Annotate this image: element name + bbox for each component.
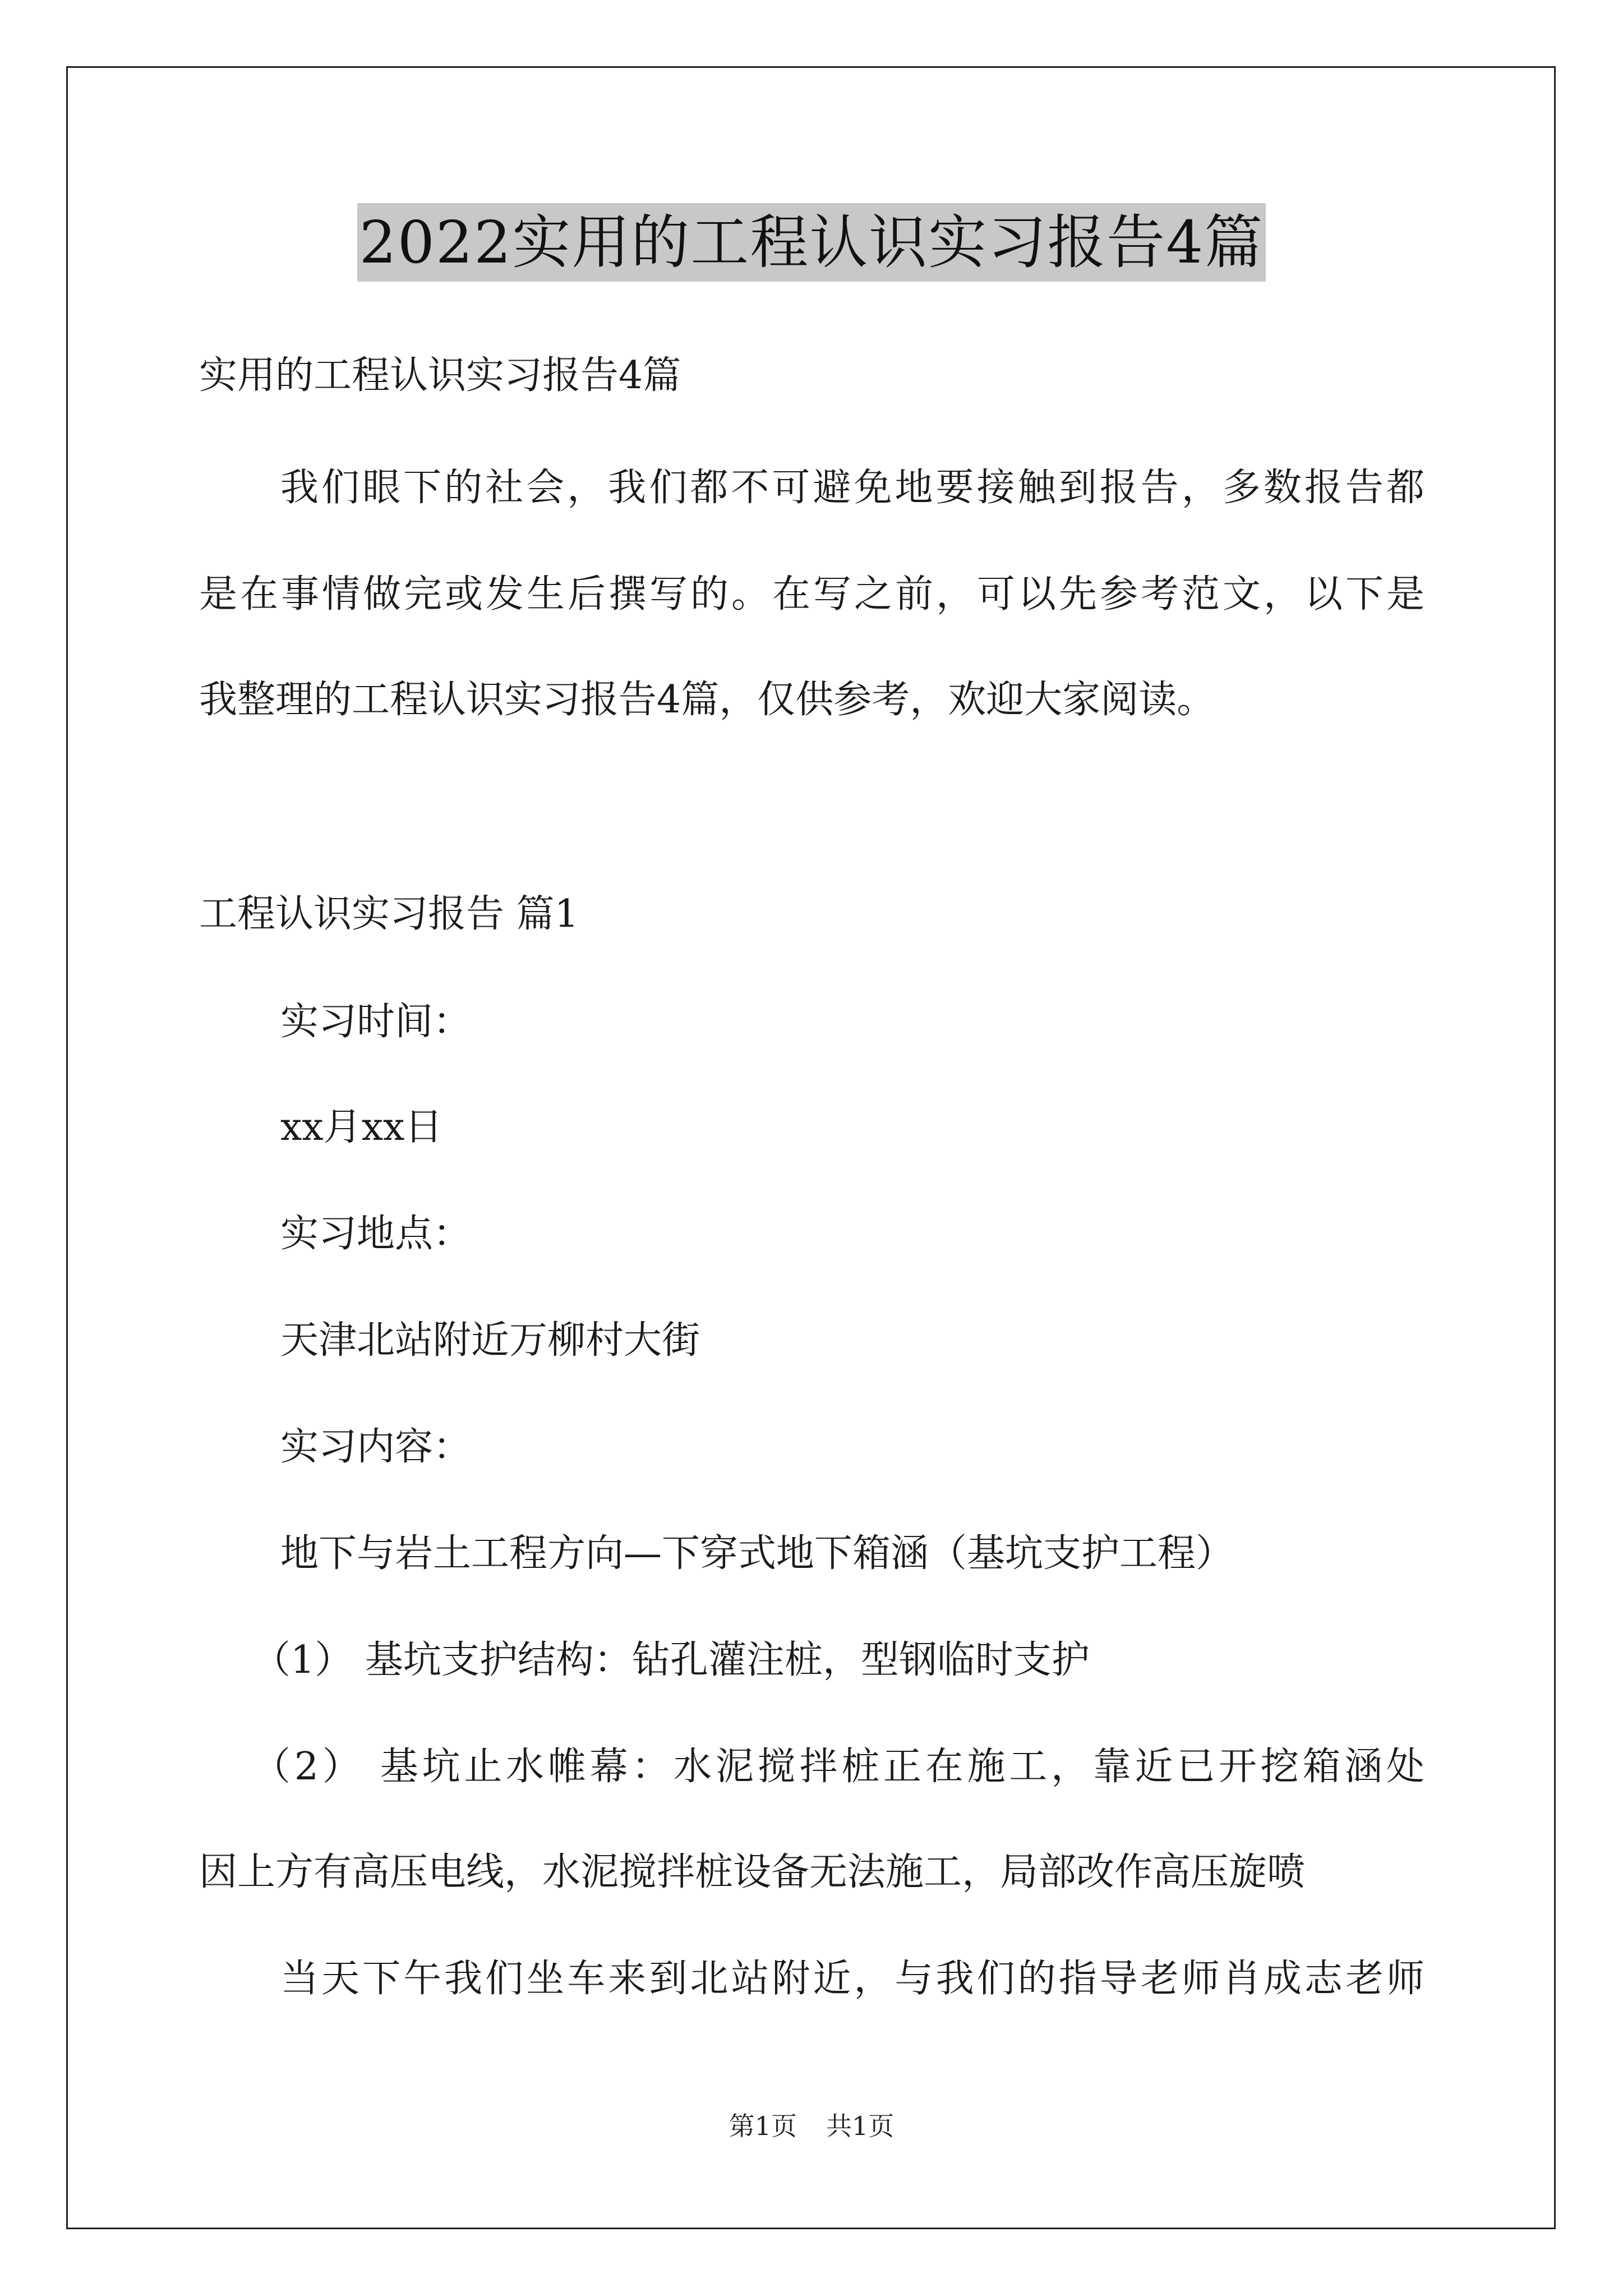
list-item-2-line-1: （2） 基坑止水帷幕：水泥搅拌桩正在施工，靠近已开挖箱涵处 [252,1745,1424,1789]
intro-line-3: 我整理的工程认识实习报告4篇，仅供参考，欢迎大家阅读。 [199,678,1215,722]
list-item-2-line-2: 因上方有高压电线，水泥搅拌桩设备无法施工，局部改作高压旋喷 [199,1850,1306,1894]
time-label: 实习时间： [280,1000,472,1044]
place-value: 天津北站附近万柳村大街 [280,1318,700,1363]
time-value: xx月xx日 [280,1105,443,1149]
place-label: 实习地点： [280,1212,472,1256]
page-footer [0,2110,1623,2142]
list-item-1: （1） 基坑支护结构：钻孔灌注桩，型钢临时支护 [252,1638,1090,1682]
page-number: 第1页 [728,2111,797,2141]
section-heading: 工程认识实习报告 篇1 [199,892,579,936]
title-container [0,203,1623,282]
intro-line-2: 是在事情做完或发生后撰写的。在写之前，可以先参考范文，以下是 [199,572,1424,616]
paragraph-line-1: 当天下午我们坐车来到北站附近，与我们的指导老师肖成志老师 [280,1957,1424,2001]
content-label: 实习内容： [280,1425,472,1469]
document-title: 2022实用的工程认识实习报告4篇 [357,203,1266,282]
document-subtitle: 实用的工程认识实习报告4篇 [199,353,681,398]
intro-line-1: 我们眼下的社会，我们都不可避免地要接触到报告，多数报告都 [280,466,1424,510]
content-value: 地下与岩土工程方向—下穿式地下箱涵（基坑支护工程） [280,1531,1234,1576]
page-total: 共1页 [826,2111,895,2141]
